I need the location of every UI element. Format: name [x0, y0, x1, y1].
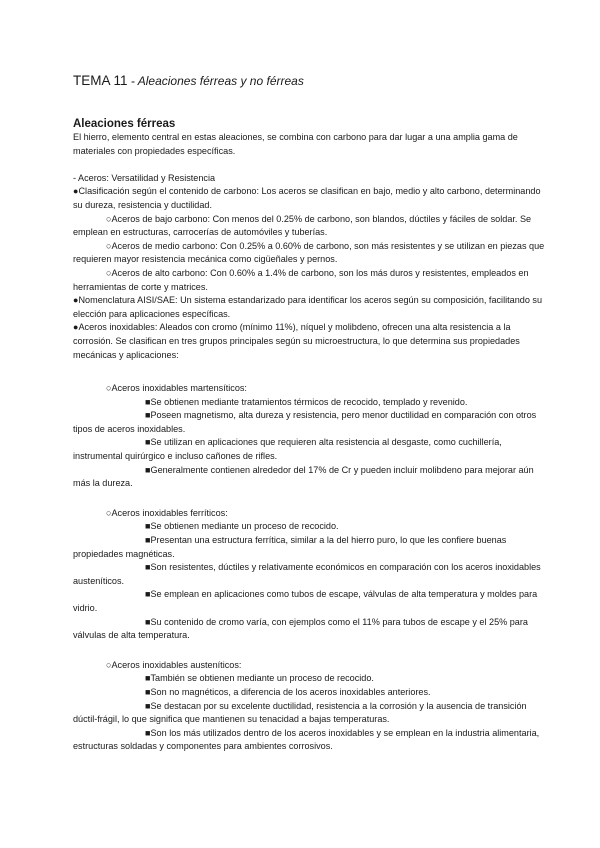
- ferriticos-heading: ○Aceros inoxidables ferríticos:: [106, 507, 228, 518]
- list-item: ■Son no magnéticos, a diferencia de los aceros inoxidables anteriores.: [145, 686, 431, 697]
- list-item: ■Se utilizan en aplicaciones que requieren alta resistencia al desgaste, como cuchillería, instrumental quirúrgico e incluso cañones de rifles.: [73, 437, 502, 462]
- clasificacion-paragraph: ●Clasificación según el contenido de carbono: Los aceros se clasifican en bajo, medio y alto carbono, determinando su dureza, resistencia y ductilidad.: [73, 186, 541, 210]
- list-item: ■Su contenido de cromo varía, con ejemplos como el 11% para tubos de escape y el 25% para válvulas de alta temperatura.: [73, 616, 528, 641]
- title-number: TEMA 11: [73, 73, 128, 88]
- list-item: ■También se obtienen mediante un proceso de recocido.: [145, 673, 374, 684]
- list-item: ■Se obtienen mediante tratamientos térmicos de recocido, templado y revenido.: [145, 396, 468, 407]
- inoxidables-paragraph: ●Aceros inoxidables: Aleados con cromo (mínimo 11%), níquel y molibdeno, ofrecen una alta resistencia a la corrosión. Se clasifican en tres grupos principales según su microestructura, lo que determina sus propiedades mecánicas y aplicaciones:: [73, 322, 520, 360]
- title-subtitle: - Aleaciones férreas y no férreas: [127, 74, 304, 88]
- list-item: ■Poseen magnetismo, alta dureza y resistencia, pero menor ductilidad en comparación con otros tipos de aceros inoxidables.: [73, 410, 537, 434]
- list-item: ■Generalmente contienen alrededor del 17% de Cr y pueden incluir molibdeno para mejorar aún más la dureza.: [73, 464, 534, 489]
- section-heading: Aleaciones férreas: [73, 118, 176, 130]
- list-item: ■Presentan una estructura ferrítica, similar a la del hierro puro, lo que les confiere buenas propiedades magnéticas.: [73, 535, 507, 559]
- list-item: ■Se destacan por su excelente ductilidad, resistencia a la corrosión y la ausencia de transición dúctil-frágil, lo que significa que mantienen su tenacidad a bajas temperaturas.: [73, 700, 527, 725]
- medio-carbono-paragraph: ○Aceros de medio carbono: Con 0.25% a 0.60% de carbono, son más resistentes y se utilizan en piezas que requieren mayor resistencia mecánica como cigüeñales y pernos.: [73, 240, 545, 265]
- alto-carbono-paragraph: ○Aceros de alto carbono: Con 0.60% a 1.4% de carbono, son los más duros y resistentes, empleados en herramientas de corte y matrices.: [73, 267, 529, 292]
- list-item: ■Se emplean en aplicaciones como tubos de escape, válvulas de alta temperatura y moldes para vidrio.: [73, 589, 538, 613]
- martensiticos-heading: ○Aceros inoxidables martensíticos:: [106, 383, 247, 394]
- list-item: ■Son los más utilizados dentro de los aceros inoxidables y se emplean en la industria alimentaria, estructuras soldadas y componentes para ambientes corrosivos.: [73, 727, 540, 752]
- bajo-carbono-paragraph: ○Aceros de bajo carbono: Con menos del 0.25% de carbono, son blandos, dúctiles y fáciles de soldar. Se emplean en estructuras, carrocerías de automóviles y tuberías.: [73, 213, 532, 238]
- list-item: ■Son resistentes, dúctiles y relativamente económicos en comparación con los aceros inoxidables austeníticos.: [73, 562, 541, 586]
- austeniticos-heading: ○Aceros inoxidables austeníticos:: [106, 659, 242, 670]
- aceros-heading: - Aceros: Versatilidad y Resistencia: [73, 172, 216, 183]
- section-intro: El hierro, elemento central en estas aleaciones, se combina con carbono para dar lugar a una amplia gama de materiales con propiedades específicas.: [73, 132, 518, 156]
- page-title: [73, 73, 550, 89]
- list-item: ■Se obtienen mediante un proceso de recocido.: [145, 521, 339, 532]
- nomenclatura-paragraph: ●Nomenclatura AISI/SAE: Un sistema estandarizado para identificar los aceros según su composición, facilitando su elección para aplicaciones específicas.: [73, 295, 543, 319]
